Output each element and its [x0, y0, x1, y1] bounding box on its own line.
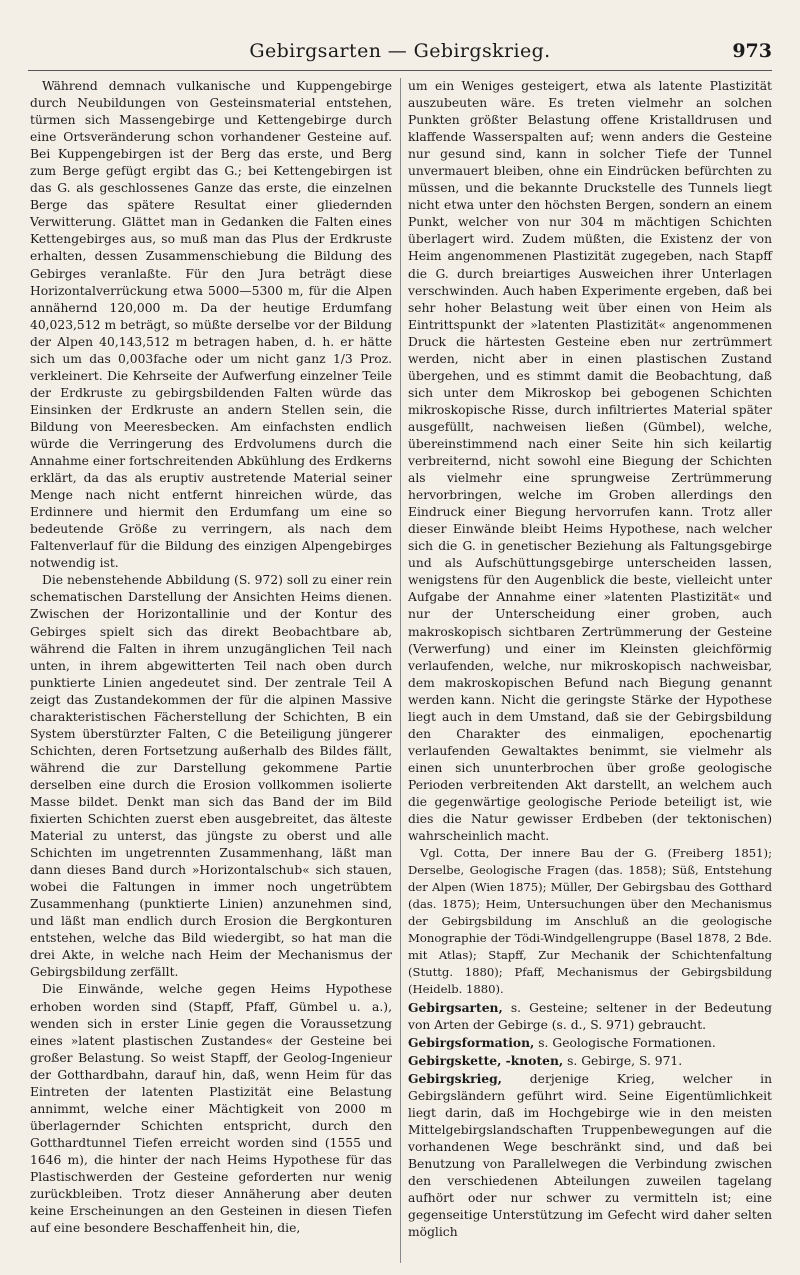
paragraph: Die Einwände, welche gegen Heims Hypothese erhoben worden sind (Stapff, Pfaff, Gümbel u. a.), wenden sich in erster Linie gegen die Voraussetzung eines »latent plastischen Zustandes« der Gesteine bei großer Belastung. So weist Stapff, der Geolog-Ingenieur der Gotthardbahn, darauf hin, daß, wenn Heim für das Eintreten der latenten Plastizität eine Belastung annimmt, welche einer Mächtigkeit von 2000 m überlagernder Schichten entspricht, durch den Gotthardtunnel Tiefen erreicht worden sind (1555 und 1646 m), die hinter der nach Heims Hypothese für das Plastischwerden der Gesteine geforderten nur wenig zurückbleiben. Trotz dieser Annäherung aber deuten keine Erscheinungen an den Gesteinen in diesen Tiefen auf eine besondere Beschaffenheit hin, die,	[30, 982, 392, 1236]
entry-gebirgsarten	[408, 999, 772, 1034]
paragraph: Die nebenstehende Abbildung (S. 972) soll zu einer rein schematischen Darstellung der Ansichten Heims dienen. Zwischen der Horizontallinie und der Kontur des Gebirges spielt sich das direkt Beobachtbare ab, während die Falten in ihrem unzugänglichen Teil nach unten, in ihrem abgewitterten Teil nach oben durch punktierte Linien angedeutet sind. Der zentrale Teil A zeigt das Zustandekommen der für die alpinen Massive charakteristischen Fächerstellung der Schichten, B ein System überstürzter Falten, C die Beteiligung jüngerer Schichten, deren Fortsetzung außerhalb des Bildes fällt, während die zur Darstellung gekommene Partie derselben eine durch die Erosion vollkommen isolierte Masse bildet. Denkt man sich das Band der im Bild fixierten Schichten zuerst eben ausgebreitet, das älteste Material zu unterst, das jüngste zu oberst und alle Schichten im ungetrennten Zusammenhang, läßt man dann dieses Band durch »Horizontalschub« sich stauen, wobei die Faltungen in immer noch ungetrübtem Zusammenhang (punktierte Linien) anzunehmen sind, und läßt man endlich durch Erosion die Bergkonturen entstehen, welche das Bild wiedergibt, so hat man die drei Akte, in welche nach Heim der Mechanismus der Gebirgsbildung zerfällt.	[30, 573, 392, 980]
headword: Gebirgsarten,	[408, 999, 503, 1015]
right-column	[408, 78, 772, 1241]
headword: Gebirgskette, -knoten,	[408, 1052, 564, 1068]
entry-gebirgsformation	[408, 1034, 772, 1052]
headword: Gebirgskrieg,	[408, 1070, 502, 1086]
entry-text: s. Gesteine; seltener in der Bedeutung von Arten der Gebirge (s. d., S. 971) gebraucht.	[408, 1000, 772, 1032]
left-column	[30, 78, 392, 1237]
headword: Gebirgsformation,	[408, 1034, 535, 1050]
entry-text: s. Gebirge, S. 971.	[563, 1053, 683, 1068]
header-rule	[28, 70, 772, 71]
references: Vgl. Cotta, Der innere Bau der G. (Freiberg 1851); Derselbe, Geologische Fragen (das. 1858); Süß, Entstehung der Alpen (Wien 1875); Müller, Der Gebirgsbau des Gotthard (das. 1875); Heim, Untersuchungen über den Mechanismus der Gebirgsbildung im Anschluß an die geologische Monographie der Tödi-Windgellengruppe (Basel 1878, 2 Bde. mit Atlas); Stapff, Zur Mechanik der Schichtenfaltung (Stuttg. 1880); Pfaff, Mechanismus der Gebirgsbildung (Heidelb. 1880).	[408, 846, 772, 997]
entry-text: s. Geologische Formationen.	[534, 1035, 716, 1050]
entry-text: derjenige Krieg, welcher in Gebirgsländern geführt wird. Seine Eigentümlichkeit liegt darin, daß im Hochgebirge wie in den meisten Mittelgebirgslandschaften Truppenbewegungen auf die vorhandenen Wege beschränkt sind, und daß bei Benutzung von Parallelwegen die Verbindung zwischen den verschiedenen Abteilungen zuweilen tagelang aufhört oder nur schwer zu vermitteln ist; eine gegenseitige Unterstützung im Gefecht wird daher selten möglich	[408, 1071, 772, 1240]
entry-gebirgskrieg	[408, 1070, 772, 1241]
running-title: Gebirgsarten — Gebirgskrieg.	[249, 40, 551, 62]
paragraph: Während demnach vulkanische und Kuppengebirge durch Neubildungen von Gesteinsmaterial entstehen, türmen sich Massengebirge und Kettengebirge durch eine Ortsveränderung schon vorhandener Gesteine auf. Bei Kuppengebirgen ist der Berg das erste, und Berg zum Berge gefügt ergibt das G.; bei Kettengebirgen ist das G. als geschlossenes Ganze das erste, die einzelnen Berge das spätere Resultat einer gliedernden Verwitterung. Glättet man in Gedanken die Falten eines Kettengebirges aus, so muß man das Plus der Erdkruste erhalten, dessen Zusammenschiebung die Bildung des Gebirges veranlaßte. Für den Jura beträgt diese Horizontalverrückung etwa 5000—5300 m, für die Alpen annähernd 120,000 m. Da der heutige Erdumfang 40,023,512 m beträgt, so müßte derselbe vor der Bildung der Alpen 40,143,512 m betragen haben, d. h. er hätte sich um das 0,003fache oder um nicht ganz 1/3 Proz. verkleinert. Die Kehrseite der Aufwerfung einzelner Teile der Erdkruste zu gebirgsbildenden Falten würde das Einsinken der Erdkruste an andern Stellen sein, die Bildung von Meeresbecken. Am einfachsten endlich würde die Verringerung des Erdvolumens durch die Annahme einer fortschreitenden Abkühlung des Erdkerns erklärt, da das als eruptiv austretende Material seiner Menge nach nicht entfernt hinreichen würde, das Erdinnere und hiermit den Erdumfang um eine so bedeutende Größe zu verringern, als nach dem Faltenverlauf für die Bildung des einzigen Alpengebirges notwendig ist.	[30, 79, 392, 571]
entry-gebirgskette	[408, 1052, 772, 1070]
paragraph: um ein Weniges gesteigert, etwa als latente Plastizität auszubeuten wäre. Es treten vielmehr an solchen Punkten größter Belastung offene Kristalldrusen und klaffende Wasserspalten auf; wenn anders die Gesteine nur gesund sind, kann in solcher Tiefe der Tunnel unvermauert bleiben, ohne ein Eindrücken befürchten zu müssen, und die bekannte Druckstelle des Tunnels liegt nicht etwa unter den höchsten Bergen, sondern an einem Punkt, welcher von nur 304 m mächtigen Schichten überlagert wird. Zudem müßten, die Existenz der von Heim angenommenen Plastizität zugegeben, nach Stapff die G. durch breiartiges Ausweichen ihrer Unterlagen verschwinden. Auch haben Experimente ergeben, daß bei sehr hoher Belastung weit über einen von Heim als Eintrittspunkt der »latenten Plastizität« angenommenen Druck die härtesten Gesteine eben nur zertrümmert werden, nicht aber in einen plastischen Zustand übergehen, und es stimmt damit die Beobachtung, daß sich unter dem Mikroskop bei gebogenen Schichten mikroskopische Risse, durch infiltriertes Material später ausgefüllt, nachweisen ließen (Gümbel), welche, übereinstimmend nach einer Seite hin sich keilartig verbreiternd, nicht sowohl eine Biegung der Schichten als vielmehr eine sprungweise Zertrümmerung hervorbringen, welche im Groben allerdings den Eindruck einer Biegung hervorrufen kann. Trotz aller dieser Einwände bleibt Heims Hypothese, nach welcher sich die G. in genetischer Beziehung als Faltungsgebirge und als Aufschüttungsgebirge unterscheiden lassen, wenigstens für den Augenblick die beste, vielleicht unter Aufgabe der Annahme einer »latenten Plastizität« und nur der Unterscheidung einer groben, auch makroskopisch sichtbaren Zertrümmerung der Gesteine (Verwerfung) und einer im Kleinsten gleichförmig verlaufenden, welche, nur mikroskopisch nachweisbar, dem makroskopischen Befund nach Biegung genannt werden kann. Nicht die geringste Stärke der Hypothese liegt auch in dem Umstand, daß sie der Gebirgsbildung den Charakter des einmaligen, epochenartig verlaufenden Gewaltaktes benimmt, sie vielmehr als einen sich ununterbrochen über große geologische Perioden verbreitenden Akt darstellt, an welchem auch die gegenwärtige geologische Periode beteiligt ist, wie dies die Natur gewisser Erdbeben (der tektonischen) wahrscheinlich macht.	[408, 79, 772, 844]
column-divider	[400, 78, 401, 1263]
page-header	[28, 40, 772, 64]
page-number: 973	[732, 40, 772, 62]
